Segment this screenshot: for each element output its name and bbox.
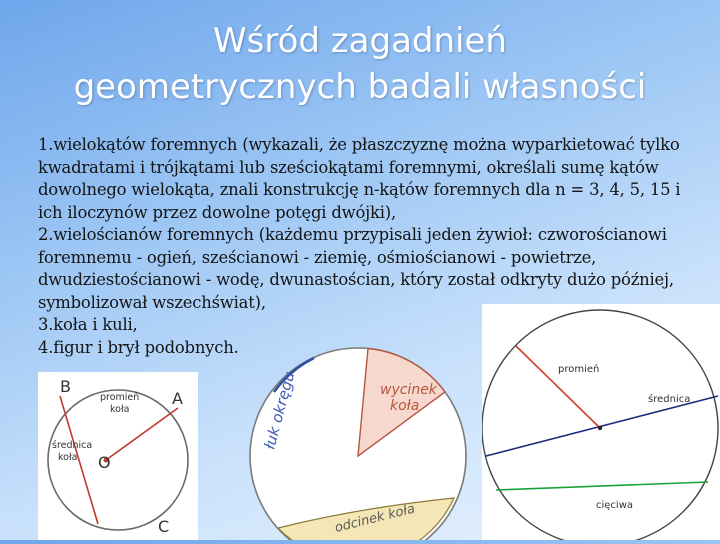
circle-radius-diameter-figure: [38, 372, 198, 540]
sector-label-1: wycinek: [380, 382, 437, 398]
chord-line: [496, 482, 708, 490]
radius-line: [106, 408, 178, 460]
figure-middle-svg: [240, 338, 474, 540]
figure-right-svg: [482, 304, 720, 540]
title-line-1: Wśród zagadnień: [213, 21, 507, 61]
list-item: 4.figur i brył podobnych.: [38, 337, 239, 357]
title-line-2: geometrycznych badali własności: [73, 67, 647, 107]
point-c-label: C: [158, 517, 170, 536]
list-item: 1.wielokątów foremnych (wykazali, że płaszczyznę można wyparkietować tylko kwadratami i trójkątami lub sześciokątami foremnymi, określali sumę kątów dowolnego wielokąta, znali konstrukcję n-kątów foremnych dla n = 3, 4, 5, 15 i ich iloczynów przez dowolne potęgi dwójki),: [38, 135, 681, 222]
figure-left-svg: [38, 372, 198, 540]
point-o-label: O: [98, 453, 111, 472]
slide-title: [0, 18, 720, 110]
diameter-line: [486, 396, 718, 456]
center-point: [598, 426, 602, 430]
circle-radius-diameter-chord-figure: [482, 304, 720, 540]
radius-line: [516, 346, 600, 428]
arc-label: łuk okręgu: [260, 369, 299, 452]
radius-label: promień: [558, 364, 600, 375]
diameter-label-2: koła: [58, 452, 78, 463]
radius-label-2: koła: [110, 404, 130, 415]
sector-label-2: koła: [390, 398, 420, 414]
diameter-label: średnica: [648, 394, 691, 405]
segment-label: odcinek koła: [333, 501, 417, 536]
chord-label: cięciwa: [596, 500, 634, 511]
point-b-label: B: [60, 377, 71, 396]
list-item: 2.wielościanów foremnych (każdemu przypisali jeden żywioł: czworościanowi foremnemu - ogień, sześcianowi - ziemię, ośmiościanowi - powietrze, dwudziestościanowi - wodę, dwunastościan, który został odkryty dużo później, symbolizował wszechświat),: [38, 225, 674, 312]
list-item: 3.koła i kuli,: [38, 315, 138, 334]
diameter-label-1: średnica: [52, 440, 93, 451]
radius-label-1: promień: [100, 392, 140, 403]
point-a-label: A: [172, 389, 183, 408]
circle-arc-sector-figure: [240, 338, 474, 540]
